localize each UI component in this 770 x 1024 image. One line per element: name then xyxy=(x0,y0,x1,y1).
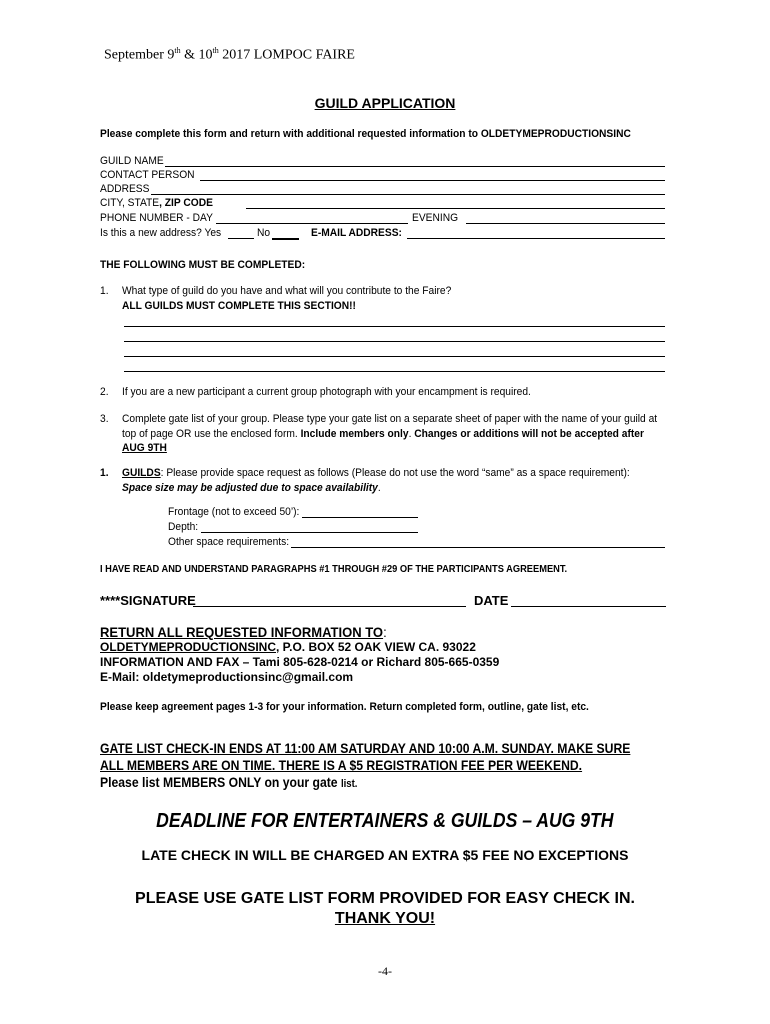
contact-person-field[interactable] xyxy=(200,180,665,181)
other-space-label: Other space requirements: xyxy=(168,536,290,548)
item-3-changes-note: Changes or additions will not be accepted after xyxy=(414,428,644,440)
item-3-number: 3. xyxy=(100,413,109,425)
signature-field[interactable] xyxy=(193,606,466,607)
item-3-members-only: Include members only xyxy=(300,428,409,440)
header-event: 2017 LOMPOC FAIRE xyxy=(218,47,355,63)
date-field[interactable] xyxy=(511,606,666,607)
return-heading-colon: : xyxy=(383,624,387,640)
guild-description-line-3[interactable] xyxy=(124,356,665,357)
header-sup: th xyxy=(174,46,181,55)
item-2-number: 2. xyxy=(100,386,109,398)
new-address-no-label: No xyxy=(257,227,271,239)
city-state-zip-field[interactable] xyxy=(246,208,665,209)
evening-label: EVENING xyxy=(412,212,459,224)
item-1-number: 1. xyxy=(100,285,109,297)
address-label: ADDRESS xyxy=(100,183,150,195)
new-address-no-field[interactable] xyxy=(272,238,299,240)
phone-day-field[interactable] xyxy=(216,223,408,224)
gate-line-3-end: list. xyxy=(340,778,358,790)
guilds-instruction: : Please provide space request as follows (Please do not use the word “same” as a space requirement): xyxy=(160,467,630,479)
space-size-text: Space size may be adjusted due to space availability xyxy=(122,482,378,494)
space-size-note xyxy=(122,482,381,494)
intro-text: Please complete this form and return with additional requested information to OLDETYMEPRODUCTIONSINC xyxy=(100,128,631,140)
frontage-field[interactable] xyxy=(302,517,418,518)
city-state-zip-label xyxy=(100,197,213,209)
new-address-yes-field[interactable] xyxy=(228,238,254,239)
info-fax: INFORMATION AND FAX – Tami 805-628-0214 or Richard 805-665-0359 xyxy=(100,655,500,669)
gate-line-1: GATE LIST CHECK-IN ENDS AT 11:00 AM SATURDAY AND 10:00 A.M. SUNDAY. MAKE SURE xyxy=(100,740,631,756)
date-label: DATE xyxy=(474,593,509,608)
keep-pages-note: Please keep agreement pages 1-3 for your information. Return completed form, outline, gate list, etc. xyxy=(100,701,589,713)
header-date-start: September 9 xyxy=(104,47,175,63)
item-2-text: If you are a new participant a current group photograph with your encampment is required. xyxy=(122,386,531,398)
item-3-deadline: AUG 9TH xyxy=(122,442,167,454)
header-date-end: & 10 xyxy=(180,47,213,63)
return-heading xyxy=(100,624,387,640)
guild-description-line-1[interactable] xyxy=(124,326,665,327)
guild-name-field[interactable] xyxy=(165,166,665,167)
email-field[interactable] xyxy=(407,238,665,239)
page-header xyxy=(104,46,355,64)
company-name: OLDETYMEPRODUCTIONSINC xyxy=(100,640,277,654)
guild-name-label: GUILD NAME xyxy=(100,155,164,167)
item-3-punct: . xyxy=(408,428,415,440)
page-title: GUILD APPLICATION xyxy=(314,95,456,111)
return-email: E-Mail: oldetymeproductionsinc@gmail.com xyxy=(100,670,354,684)
item-1-text: What type of guild do you have and what will you contribute to the Faire? xyxy=(122,285,452,297)
agreement-statement: I HAVE READ AND UNDERSTAND PARAGRAPHS #1 THROUGH #29 OF THE PARTICIPANTS AGREEMENT. xyxy=(100,564,568,575)
zip-code-label: , ZIP CODE xyxy=(159,197,213,209)
return-heading-text: RETURN ALL REQUESTED INFORMATION TO xyxy=(100,624,384,640)
address-field[interactable] xyxy=(151,194,665,195)
other-space-field[interactable] xyxy=(291,547,665,548)
return-address xyxy=(100,640,476,654)
deadline-banner: DEADLINE FOR ENTERTAINERS & GUILDS – AUG 9TH xyxy=(156,810,614,832)
item-3-text: top of page OR use the enclosed form. xyxy=(122,428,301,440)
gate-list-reminder: PLEASE USE GATE LIST FORM PROVIDED FOR EASY CHECK IN. xyxy=(135,890,635,907)
must-complete-heading: THE FOLLOWING MUST BE COMPLETED: xyxy=(100,259,306,271)
item-3-line-2 xyxy=(122,428,644,440)
item-1-subtext: ALL GUILDS MUST COMPLETE THIS SECTION!! xyxy=(122,300,356,312)
gate-line-2: ALL MEMBERS ARE ON TIME. THERE IS A $5 REGISTRATION FEE PER WEEKEND. xyxy=(100,757,583,773)
contact-person-label: CONTACT PERSON xyxy=(100,169,195,181)
phone-day-label: PHONE NUMBER - DAY xyxy=(100,212,213,224)
late-checkin-notice: LATE CHECK IN WILL BE CHARGED AN EXTRA $5 FEE NO EXCEPTIONS xyxy=(141,847,629,863)
city-state-label: CITY, STATE xyxy=(100,197,160,209)
guilds-item-number: 1. xyxy=(100,467,109,479)
phone-evening-field[interactable] xyxy=(466,223,665,224)
guilds-label: GUILDS xyxy=(122,467,161,479)
page-number: -4- xyxy=(378,964,392,978)
frontage-label: Frontage (not to exceed 50’): xyxy=(168,506,300,518)
guild-description-line-2[interactable] xyxy=(124,341,665,342)
new-address-label: Is this a new address? Yes xyxy=(100,227,222,239)
email-label: E-MAIL ADDRESS: xyxy=(311,227,402,239)
signature-label: ****SIGNATURE xyxy=(100,593,196,608)
space-size-dot: . xyxy=(377,482,381,494)
thank-you: THANK YOU! xyxy=(334,910,436,927)
company-address: , P.O. BOX 52 OAK VIEW CA. 93022 xyxy=(276,640,476,654)
item-3-line-1: Complete gate list of your group. Please type your gate list on a separate sheet of paper with the name of your guild at xyxy=(122,413,658,425)
depth-field[interactable] xyxy=(201,532,418,533)
header-sup: th xyxy=(212,46,219,55)
guild-description-line-4[interactable] xyxy=(124,371,665,372)
gate-line-3 xyxy=(100,774,357,790)
depth-label: Depth: xyxy=(168,521,199,533)
gate-line-3-text: Please list MEMBERS ONLY on your gate xyxy=(100,774,341,790)
guilds-item-text xyxy=(122,467,630,479)
